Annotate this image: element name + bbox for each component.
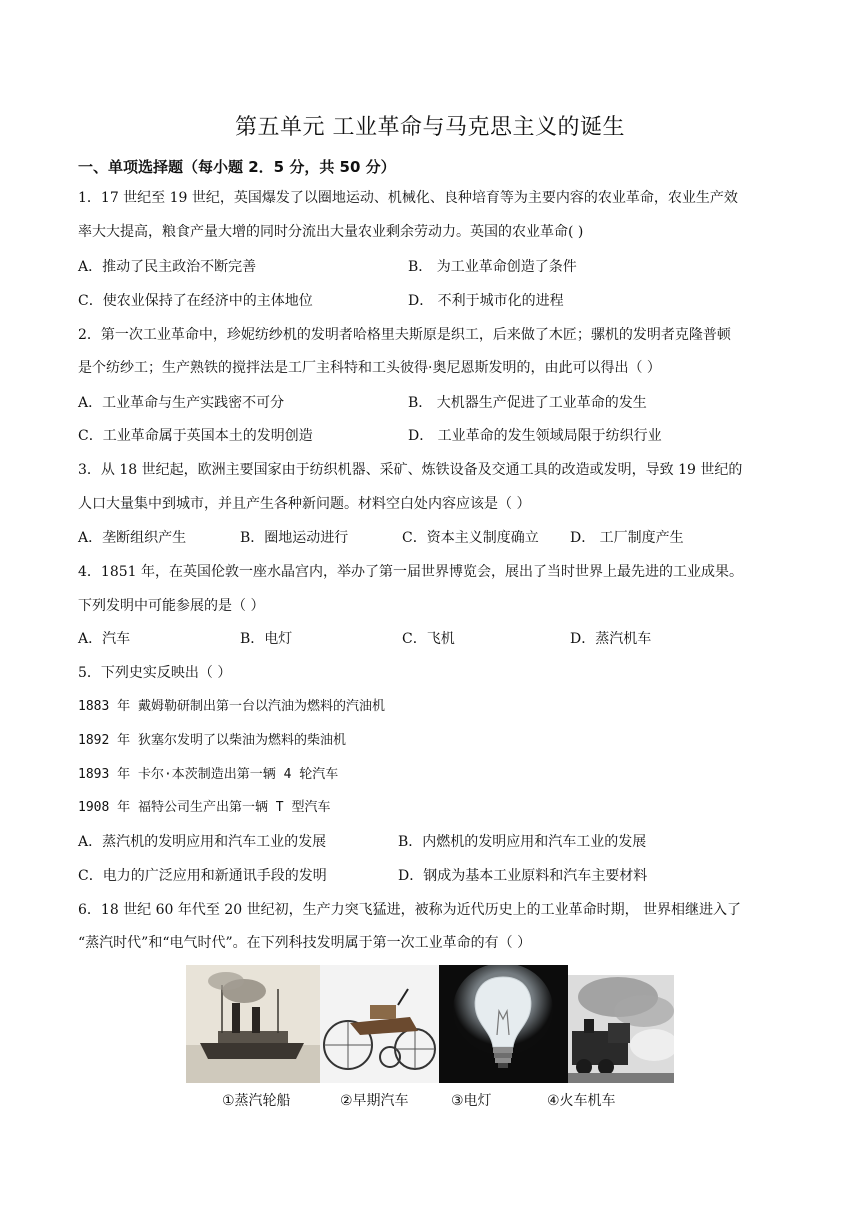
caption-early-car: ②早期汽车: [340, 1093, 409, 1109]
q6-stem-line2: “蒸汽时代”和“电气时代”。在下列科技发明属于第一次工业革命的有（ ）: [78, 935, 532, 951]
q3-option-c: C．资本主义制度确立: [402, 530, 539, 546]
q5-fact-4: 1908 年 福特公司生产出第一辆 T 型汽车: [78, 800, 331, 815]
q3-option-a: A．垄断组织产生: [78, 530, 187, 546]
steamship-photo: [186, 965, 320, 1083]
q1-option-a: A．推动了民主政治不断完善: [78, 259, 257, 275]
q4-stem-line2: 下列发明中可能参展的是（ ）: [78, 598, 265, 614]
q5-stem: 5．下列史实反映出（ ）: [78, 665, 232, 681]
q5-option-d: D．钢成为基本工业原料和汽车主要材料: [398, 868, 648, 884]
q5-option-c: C．电力的广泛应用和新通讯手段的发明: [78, 868, 327, 884]
q1-stem-line2: 率大大提高，粮食产量大增的同时分流出大量农业剩余劳动力。英国的农业革命( ): [78, 224, 584, 240]
q3-stem-line1: 3．从 18 世纪起，欧洲主要国家由于纺织机器、采矿、炼铁设备及交通工具的改造或发明，导致 19 世纪的: [78, 462, 743, 478]
q5-option-a: A．蒸汽机的发明应用和汽车工业的发展: [78, 834, 327, 850]
q4-option-a: A．汽车: [78, 631, 131, 647]
q2-stem-line2: 是个纺纱工；生产熟铁的搅拌法是工厂主科特和工头彼得·奥尼恩斯发明的，由此可以得出（ ）: [78, 360, 661, 376]
q5-fact-3: 1893 年 卡尔·本茨制造出第一辆 4 轮汽车: [78, 767, 339, 782]
q2-stem-line1: 2．第一次工业革命中，珍妮纺纱机的发明者哈格里夫斯原是织工，后来做了木匠；骡机的发明者克隆普顿: [78, 327, 731, 343]
q1-option-d: D． 不利于城市化的进程: [408, 293, 564, 309]
q1-option-c: C．使农业保持了在经济中的主体地位: [78, 293, 313, 309]
q4-option-d: D．蒸汽机车: [570, 631, 652, 647]
q2-option-a: A．工业革命与生产实践密不可分: [78, 395, 285, 411]
q1-option-b: B． 为工业革命创造了条件: [408, 259, 577, 275]
q4-stem-line1: 4．1851 年，在英国伦敦一座水晶宫内，举办了第一届世界博览会，展出了当时世界上最先进的工业成果。: [78, 564, 743, 580]
page-title: 第五单元 工业革命与马克思主义的诞生: [235, 115, 625, 140]
q1-stem-line1: 1．17 世纪至 19 世纪，英国爆发了以圈地运动、机械化、良种培育等为主要内容的农业革命，农业生产效: [78, 190, 738, 206]
q5-fact-1: 1883 年 戴姆勒研制出第一台以汽油为燃料的汽油机: [78, 699, 385, 714]
q3-option-d: D． 工厂制度产生: [570, 530, 684, 546]
q2-option-c: C．工业革命属于英国本土的发明创造: [78, 428, 313, 444]
light-bulb-photo: [439, 965, 568, 1083]
caption-locomotive: ④火车机车: [547, 1093, 616, 1109]
q3-stem-line2: 人口大量集中到城市，并且产生各种新问题。材料空白处内容应该是（ ）: [78, 496, 531, 512]
q2-option-d: D． 工业革命的发生领域局限于纺织行业: [408, 428, 662, 444]
q4-option-b: B．电灯: [240, 631, 293, 647]
caption-light-bulb: ③电灯: [451, 1093, 492, 1109]
section-heading: 一、单项选择题（每小题 2．5 分，共 50 分）: [78, 158, 396, 176]
q6-stem-line1: 6．18 世纪 60 年代至 20 世纪初，生产力突飞猛进，被称为近代历史上的工业革命时期， 世界相继进入了: [78, 902, 742, 918]
caption-steamship: ①蒸汽轮船: [222, 1093, 291, 1109]
q2-option-b: B． 大机器生产促进了工业革命的发生: [408, 395, 647, 411]
locomotive-photo: [568, 975, 674, 1083]
q4-option-c: C．飞机: [402, 631, 455, 647]
q5-option-b: B．内燃机的发明应用和汽车工业的发展: [398, 834, 647, 850]
q3-option-b: B．圈地运动进行: [240, 530, 349, 546]
early-car-photo: [320, 965, 439, 1083]
q5-fact-2: 1892 年 狄塞尔发明了以柴油为燃料的柴油机: [78, 733, 346, 748]
